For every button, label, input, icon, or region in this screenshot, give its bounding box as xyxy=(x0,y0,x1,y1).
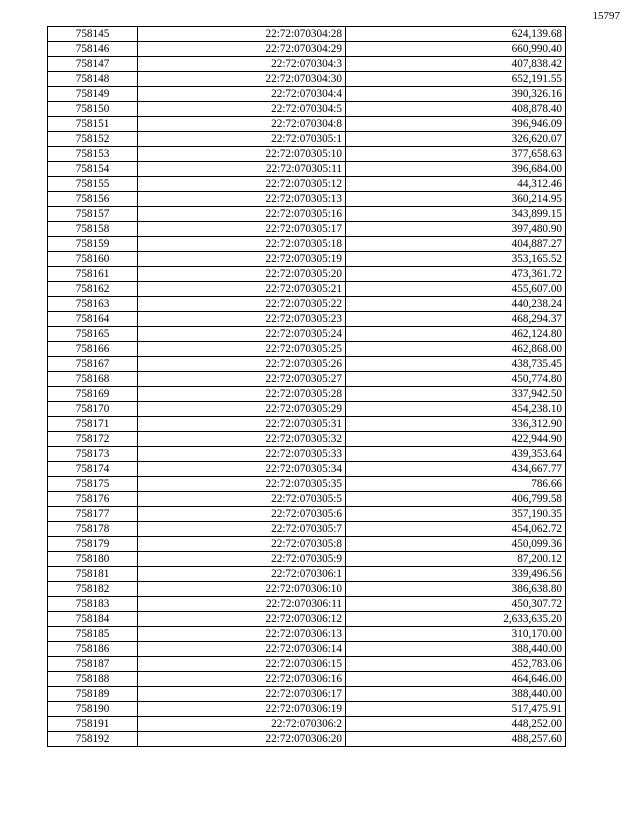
cadastral-number-cell: 22:72:070305:33 xyxy=(138,447,346,462)
row-number-cell: 758162 xyxy=(48,282,138,297)
cadastral-value-cell: 388,440.00 xyxy=(346,687,566,702)
row-number-cell: 758170 xyxy=(48,402,138,417)
row-number-cell: 758153 xyxy=(48,147,138,162)
cadastral-number-cell: 22:72:070305:8 xyxy=(138,537,346,552)
cadastral-value-cell: 396,946.09 xyxy=(346,117,566,132)
cadastral-value-cell: 464,646.00 xyxy=(346,672,566,687)
row-number-cell: 758188 xyxy=(48,672,138,687)
table-row xyxy=(48,387,566,402)
cadastral-number-cell: 22:72:070305:9 xyxy=(138,552,346,567)
row-number-cell: 758150 xyxy=(48,102,138,117)
cadastral-number-cell: 22:72:070305:27 xyxy=(138,372,346,387)
row-number-cell: 758145 xyxy=(48,27,138,42)
table-row xyxy=(48,507,566,522)
row-number-cell: 758174 xyxy=(48,462,138,477)
table-row xyxy=(48,672,566,687)
cadastral-number-cell: 22:72:070305:26 xyxy=(138,357,346,372)
cadastral-number-cell: 22:72:070306:11 xyxy=(138,597,346,612)
cadastral-value-cell: 440,238.24 xyxy=(346,297,566,312)
table-row xyxy=(48,147,566,162)
table-row xyxy=(48,462,566,477)
table-row xyxy=(48,612,566,627)
cadastral-value-cell: 422,944.90 xyxy=(346,432,566,447)
cadastral-value-cell: 326,620.07 xyxy=(346,132,566,147)
row-number-cell: 758175 xyxy=(48,477,138,492)
row-number-cell: 758160 xyxy=(48,252,138,267)
cadastral-value-cell: 450,099.36 xyxy=(346,537,566,552)
cadastral-value-cell: 473,361.72 xyxy=(346,267,566,282)
cadastral-number-cell: 22:72:070305:7 xyxy=(138,522,346,537)
cadastral-number-cell: 22:72:070306:2 xyxy=(138,717,346,732)
cadastral-value-cell: 310,170.00 xyxy=(346,627,566,642)
row-number-cell: 758187 xyxy=(48,657,138,672)
cadastral-number-cell: 22:72:070304:5 xyxy=(138,102,346,117)
cadastral-value-cell: 388,440.00 xyxy=(346,642,566,657)
row-number-cell: 758165 xyxy=(48,327,138,342)
cadastral-number-cell: 22:72:070305:16 xyxy=(138,207,346,222)
row-number-cell: 758148 xyxy=(48,72,138,87)
table-row xyxy=(48,27,566,42)
row-number-cell: 758161 xyxy=(48,267,138,282)
table-row xyxy=(48,222,566,237)
row-number-cell: 758168 xyxy=(48,372,138,387)
row-number-cell: 758179 xyxy=(48,537,138,552)
cadastral-value-cell: 390,326.16 xyxy=(346,87,566,102)
row-number-cell: 758164 xyxy=(48,312,138,327)
table-row xyxy=(48,552,566,567)
cadastral-value-cell: 624,139.68 xyxy=(346,27,566,42)
row-number-cell: 758149 xyxy=(48,87,138,102)
row-number-cell: 758156 xyxy=(48,192,138,207)
cadastral-number-cell: 22:72:070305:23 xyxy=(138,312,346,327)
cadastral-value-cell: 377,658.63 xyxy=(346,147,566,162)
table-row xyxy=(48,492,566,507)
registry-table-body xyxy=(48,27,566,747)
row-number-cell: 758182 xyxy=(48,582,138,597)
row-number-cell: 758146 xyxy=(48,42,138,57)
row-number-cell: 758178 xyxy=(48,522,138,537)
cadastral-value-cell: 439,353.64 xyxy=(346,447,566,462)
table-row xyxy=(48,567,566,582)
cadastral-value-cell: 357,190.35 xyxy=(346,507,566,522)
table-row xyxy=(48,42,566,57)
table-row xyxy=(48,237,566,252)
table-row xyxy=(48,162,566,177)
cadastral-value-cell: 386,638.80 xyxy=(346,582,566,597)
cadastral-number-cell: 22:72:070305:29 xyxy=(138,402,346,417)
cadastral-value-cell: 2,633,635.20 xyxy=(346,612,566,627)
cadastral-number-cell: 22:72:070306:15 xyxy=(138,657,346,672)
table-row xyxy=(48,537,566,552)
row-number-cell: 758158 xyxy=(48,222,138,237)
cadastral-number-cell: 22:72:070306:17 xyxy=(138,687,346,702)
cadastral-number-cell: 22:72:070305:1 xyxy=(138,132,346,147)
cadastral-value-cell: 408,878.40 xyxy=(346,102,566,117)
row-number-cell: 758157 xyxy=(48,207,138,222)
row-number-cell: 758154 xyxy=(48,162,138,177)
cadastral-value-cell: 337,942.50 xyxy=(346,387,566,402)
cadastral-value-cell: 397,480.90 xyxy=(346,222,566,237)
registry-table xyxy=(47,26,566,747)
table-row xyxy=(48,312,566,327)
table-row xyxy=(48,522,566,537)
cadastral-number-cell: 22:72:070305:34 xyxy=(138,462,346,477)
cadastral-number-cell: 22:72:070304:30 xyxy=(138,72,346,87)
cadastral-value-cell: 488,257.60 xyxy=(346,732,566,747)
cadastral-number-cell: 22:72:070305:25 xyxy=(138,342,346,357)
cadastral-number-cell: 22:72:070305:11 xyxy=(138,162,346,177)
cadastral-value-cell: 404,887.27 xyxy=(346,237,566,252)
table-row xyxy=(48,642,566,657)
cadastral-value-cell: 652,191.55 xyxy=(346,72,566,87)
cadastral-value-cell: 660,990.40 xyxy=(346,42,566,57)
row-number-cell: 758166 xyxy=(48,342,138,357)
cadastral-number-cell: 22:72:070304:28 xyxy=(138,27,346,42)
cadastral-number-cell: 22:72:070305:24 xyxy=(138,327,346,342)
cadastral-number-cell: 22:72:070305:17 xyxy=(138,222,346,237)
row-number-cell: 758169 xyxy=(48,387,138,402)
cadastral-value-cell: 353,165.52 xyxy=(346,252,566,267)
row-number-cell: 758191 xyxy=(48,717,138,732)
table-row xyxy=(48,702,566,717)
table-row xyxy=(48,357,566,372)
table-row xyxy=(48,447,566,462)
row-number-cell: 758177 xyxy=(48,507,138,522)
cadastral-number-cell: 22:72:070306:12 xyxy=(138,612,346,627)
cadastral-value-cell: 462,124.80 xyxy=(346,327,566,342)
table-row xyxy=(48,402,566,417)
cadastral-value-cell: 450,307.72 xyxy=(346,597,566,612)
table-row xyxy=(48,597,566,612)
row-number-cell: 758159 xyxy=(48,237,138,252)
row-number-cell: 758176 xyxy=(48,492,138,507)
table-row xyxy=(48,282,566,297)
cadastral-value-cell: 448,252.00 xyxy=(346,717,566,732)
table-row xyxy=(48,732,566,747)
table-row xyxy=(48,252,566,267)
cadastral-value-cell: 454,062.72 xyxy=(346,522,566,537)
row-number-cell: 758190 xyxy=(48,702,138,717)
cadastral-value-cell: 462,868.00 xyxy=(346,342,566,357)
table-row xyxy=(48,342,566,357)
cadastral-number-cell: 22:72:070305:19 xyxy=(138,252,346,267)
cadastral-value-cell: 438,735.45 xyxy=(346,357,566,372)
table-row xyxy=(48,477,566,492)
cadastral-value-cell: 517,475.91 xyxy=(346,702,566,717)
page-number: 15797 xyxy=(592,10,620,22)
cadastral-value-cell: 360,214.95 xyxy=(346,192,566,207)
cadastral-value-cell: 87,200.12 xyxy=(346,552,566,567)
row-number-cell: 758186 xyxy=(48,642,138,657)
cadastral-value-cell: 468,294.37 xyxy=(346,312,566,327)
cadastral-value-cell: 343,899.15 xyxy=(346,207,566,222)
cadastral-value-cell: 455,607.00 xyxy=(346,282,566,297)
cadastral-value-cell: 336,312.90 xyxy=(346,417,566,432)
table-row xyxy=(48,417,566,432)
table-row xyxy=(48,207,566,222)
cadastral-value-cell: 44,312.46 xyxy=(346,177,566,192)
table-row xyxy=(48,372,566,387)
cadastral-number-cell: 22:72:070304:8 xyxy=(138,117,346,132)
cadastral-number-cell: 22:72:070306:10 xyxy=(138,582,346,597)
table-row xyxy=(48,117,566,132)
cadastral-value-cell: 452,783.06 xyxy=(346,657,566,672)
row-number-cell: 758189 xyxy=(48,687,138,702)
cadastral-number-cell: 22:72:070305:21 xyxy=(138,282,346,297)
table-row xyxy=(48,717,566,732)
table-row xyxy=(48,432,566,447)
cadastral-number-cell: 22:72:070305:5 xyxy=(138,492,346,507)
table-row xyxy=(48,582,566,597)
cadastral-number-cell: 22:72:070305:28 xyxy=(138,387,346,402)
row-number-cell: 758152 xyxy=(48,132,138,147)
table-row xyxy=(48,687,566,702)
cadastral-number-cell: 22:72:070304:3 xyxy=(138,57,346,72)
row-number-cell: 758192 xyxy=(48,732,138,747)
row-number-cell: 758183 xyxy=(48,597,138,612)
cadastral-value-cell: 407,838.42 xyxy=(346,57,566,72)
table-row xyxy=(48,627,566,642)
cadastral-number-cell: 22:72:070304:29 xyxy=(138,42,346,57)
table-row xyxy=(48,657,566,672)
row-number-cell: 758181 xyxy=(48,567,138,582)
cadastral-number-cell: 22:72:070305:18 xyxy=(138,237,346,252)
cadastral-value-cell: 450,774.80 xyxy=(346,372,566,387)
cadastral-number-cell: 22:72:070305:32 xyxy=(138,432,346,447)
cadastral-value-cell: 339,496.56 xyxy=(346,567,566,582)
row-number-cell: 758155 xyxy=(48,177,138,192)
cadastral-number-cell: 22:72:070306:19 xyxy=(138,702,346,717)
cadastral-number-cell: 22:72:070306:1 xyxy=(138,567,346,582)
table-row xyxy=(48,327,566,342)
row-number-cell: 758180 xyxy=(48,552,138,567)
cadastral-number-cell: 22:72:070305:20 xyxy=(138,267,346,282)
cadastral-number-cell: 22:72:070305:13 xyxy=(138,192,346,207)
table-row xyxy=(48,267,566,282)
cadastral-value-cell: 786.66 xyxy=(346,477,566,492)
row-number-cell: 758147 xyxy=(48,57,138,72)
row-number-cell: 758172 xyxy=(48,432,138,447)
row-number-cell: 758171 xyxy=(48,417,138,432)
table-row xyxy=(48,132,566,147)
cadastral-number-cell: 22:72:070305:31 xyxy=(138,417,346,432)
table-row xyxy=(48,72,566,87)
cadastral-value-cell: 406,799.58 xyxy=(346,492,566,507)
cadastral-value-cell: 396,684.00 xyxy=(346,162,566,177)
table-row xyxy=(48,297,566,312)
row-number-cell: 758151 xyxy=(48,117,138,132)
cadastral-number-cell: 22:72:070304:4 xyxy=(138,87,346,102)
row-number-cell: 758163 xyxy=(48,297,138,312)
row-number-cell: 758167 xyxy=(48,357,138,372)
cadastral-number-cell: 22:72:070305:6 xyxy=(138,507,346,522)
cadastral-number-cell: 22:72:070305:22 xyxy=(138,297,346,312)
table-row xyxy=(48,192,566,207)
cadastral-number-cell: 22:72:070306:14 xyxy=(138,642,346,657)
cadastral-value-cell: 434,667.77 xyxy=(346,462,566,477)
cadastral-number-cell: 22:72:070306:20 xyxy=(138,732,346,747)
cadastral-value-cell: 454,238.10 xyxy=(346,402,566,417)
cadastral-number-cell: 22:72:070305:10 xyxy=(138,147,346,162)
row-number-cell: 758184 xyxy=(48,612,138,627)
cadastral-number-cell: 22:72:070305:12 xyxy=(138,177,346,192)
cadastral-number-cell: 22:72:070306:13 xyxy=(138,627,346,642)
table-row xyxy=(48,177,566,192)
row-number-cell: 758185 xyxy=(48,627,138,642)
table-row xyxy=(48,87,566,102)
row-number-cell: 758173 xyxy=(48,447,138,462)
cadastral-number-cell: 22:72:070305:35 xyxy=(138,477,346,492)
table-row xyxy=(48,57,566,72)
cadastral-number-cell: 22:72:070306:16 xyxy=(138,672,346,687)
table-row xyxy=(48,102,566,117)
